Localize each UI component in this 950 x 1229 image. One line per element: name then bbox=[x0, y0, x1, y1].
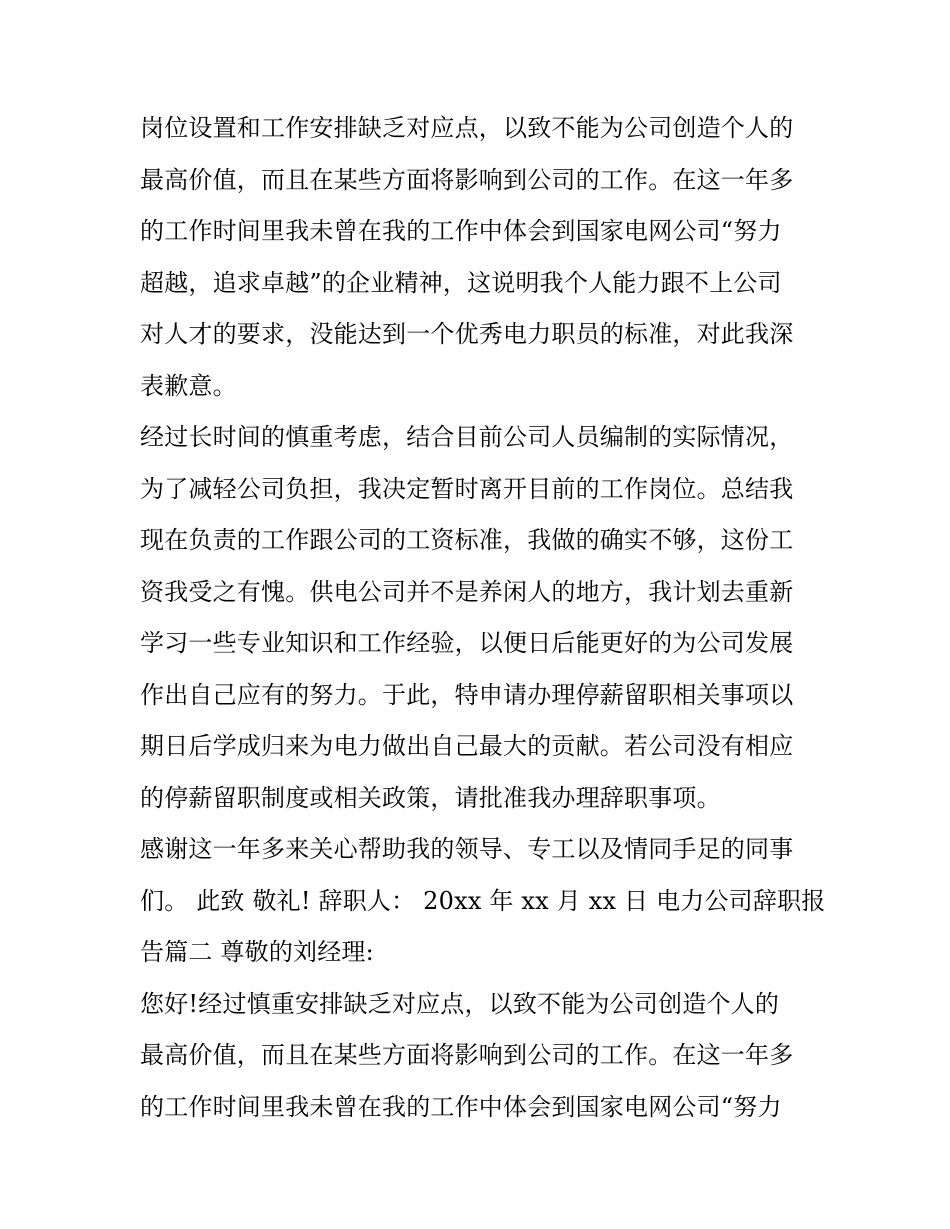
text-line: 最高价值，而且在某些方面将影响到公司的工作。在这一年多 bbox=[140, 1041, 794, 1069]
text-line: 资我受之有愧。供电公司并不是养闲人的地方，我计划去重新 bbox=[140, 577, 794, 606]
text-line: 您好!经过慎重安排缺乏对应点，以致不能为公司创造个人的 bbox=[140, 989, 780, 1018]
text-line: 的工作时间里我未曾在我的工作中体会到国家电网公司“努力 bbox=[140, 1092, 782, 1121]
text-line: 作出自己应有的努力。于此，特申请办理停薪留职相关事项以 bbox=[140, 680, 794, 709]
text-line: 期日后学成归来为电力做出自己最大的贡献。若公司没有相应 bbox=[140, 732, 794, 760]
text-line: 们。 此致 敬礼! 辞职人： 20xx 年 xx 月 xx 日 电力公司辞职报 bbox=[140, 886, 826, 915]
text-line: 对人才的要求，没能达到一个优秀电力职员的标准，对此我深 bbox=[140, 320, 794, 348]
document-body bbox=[140, 103, 826, 1133]
text-line: 告篇二 尊敬的刘经理: bbox=[140, 938, 374, 966]
text-line: 现在负责的工作跟公司的工资标准，我做的确实不够，这份工 bbox=[140, 526, 794, 554]
text-line: 超越，追求卓越”的企业精神，这说明我个人能力跟不上公司 bbox=[140, 268, 782, 297]
text-line: 的工作时间里我未曾在我的工作中体会到国家电网公司“努力 bbox=[140, 217, 782, 245]
text-line: 感谢这一年多来关心帮助我的领导、专工以及情同手足的同事 bbox=[140, 835, 794, 863]
text-line: 表歉意。 bbox=[140, 371, 237, 400]
text-line: 为了减轻公司负担，我决定暂时离开目前的工作岗位。总结我 bbox=[140, 474, 794, 503]
text-line: 经过长时间的慎重考虑，结合目前公司人员编制的实际情况， bbox=[140, 423, 794, 451]
text-line: 学习一些专业知识和工作经验，以便日后能更好的为公司发展 bbox=[140, 629, 794, 657]
text-line: 的停薪留职制度或相关政策，请批准我办理辞职事项。 bbox=[140, 783, 721, 812]
text-line: 岗位设置和工作安排缺乏对应点，以致不能为公司创造个人的 bbox=[140, 114, 794, 142]
text-line: 最高价值，而且在某些方面将影响到公司的工作。在这一年多 bbox=[140, 165, 794, 194]
